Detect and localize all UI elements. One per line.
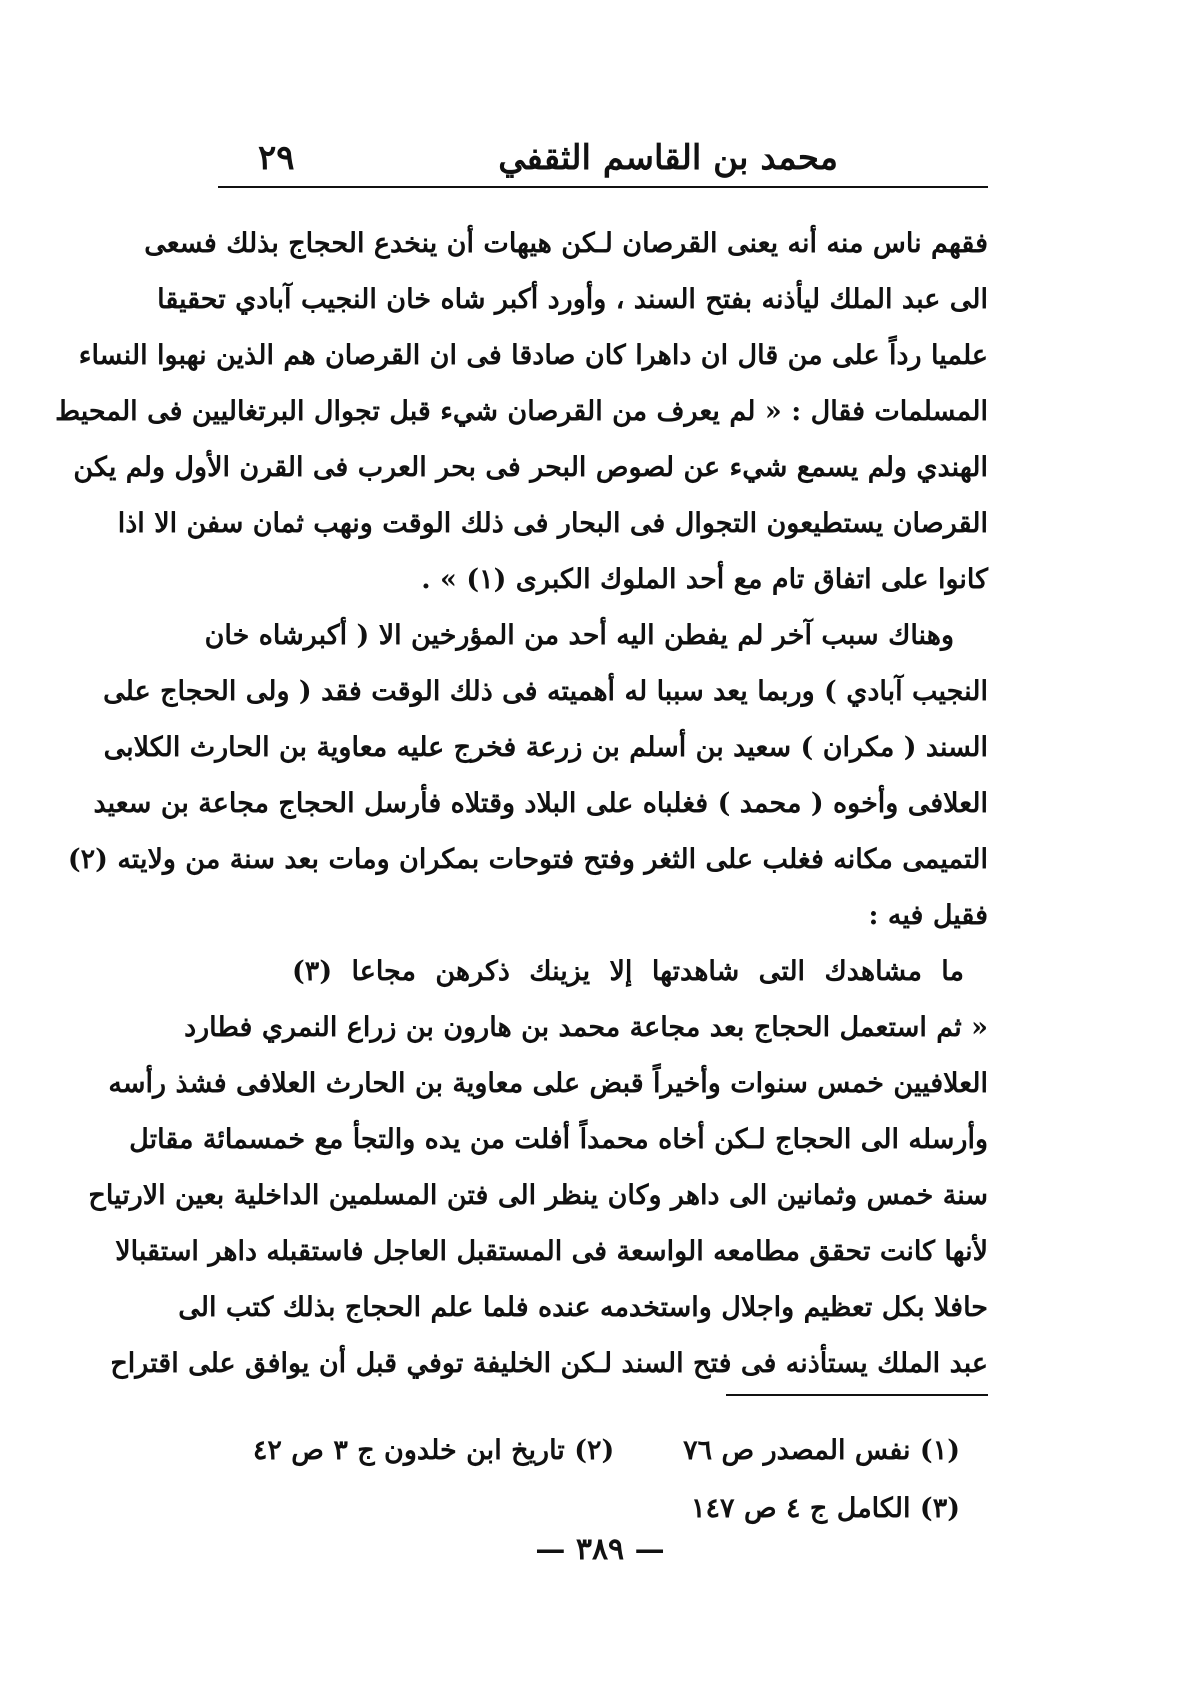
text-line: وهناك سبب آخر لم يفطن اليه أحد من المؤرخين الا ( أكبرشاه خان: [204, 620, 954, 651]
body-text: [55, 216, 988, 1392]
footnote-2: (٢) تاريخ ابن خلدون ج ٣ ص ٤٢: [252, 1435, 615, 1466]
header-rule: [218, 186, 988, 188]
text-line: الهندي ولم يسمع شيء عن لصوص البحر فى بحر العرب فى القرن الأول ولم يكن: [73, 452, 988, 483]
page-number: — ٣٨٩ —: [535, 1532, 665, 1567]
verse-line: ما مشاهدك التى شاهدتها إلا يزينك ذكرهن مجاعا (٣): [292, 956, 964, 987]
text-line: فقهم ناس منه أنه يعنى القرصان لـكن هيهات أن ينخدع الحجاج بذلك فسعى: [144, 228, 988, 259]
text-line: سنة خمس وثمانين الى داهر وكان ينظر الى فتن المسلمين الداخلية بعين الارتياح: [88, 1180, 988, 1211]
footnote-rule: [726, 1394, 988, 1396]
header-page-number: ٢٩: [258, 138, 295, 178]
footnote-row: [218, 1422, 960, 1480]
footnote-3: (٣) الكامل ج ٤ ص ١٤٧: [691, 1493, 960, 1524]
text-line: لأنها كانت تحقق مطامعه الواسعة فى المستقبل العاجل فاستقبله داهر استقبالا: [115, 1236, 988, 1267]
text-line: المسلمات فقال : « لم يعرف من القرصان شيء قبل تجوال البرتغاليين فى المحيط: [55, 396, 988, 427]
text-line: القرصان يستطيعون التجوال فى البحار فى ذلك الوقت ونهب ثمان سفن الا اذا: [117, 508, 988, 539]
text-line: فقيل فيه :: [868, 900, 988, 931]
text-line: الى عبد الملك ليأذنه بفتح السند ، وأورد أكبر شاه خان النجيب آبادي تحقيقا: [157, 284, 988, 315]
text-line: العلافى وأخوه ( محمد ) فغلباه على البلاد وقتلاه فأرسل الحجاج مجاعة بن سعيد: [93, 788, 988, 819]
text-line: « ثم استعمل الحجاج بعد مجاعة محمد بن هارون بن زراع النمري فطارد: [184, 1012, 988, 1043]
text-line: السند ( مكران ) سعيد بن أسلم بن زرعة فخرج عليه معاوية بن الحارث الكلابى: [103, 732, 988, 763]
text-line: كانوا على اتفاق تام مع أحد الملوك الكبرى (١) » .: [421, 564, 988, 595]
running-header: [218, 120, 988, 178]
text-line: عبد الملك يستأذنه فى فتح السند لـكن الخليفة توفي قبل أن يوافق على اقتراح: [110, 1348, 988, 1379]
text-line: النجيب آبادي ) وربما يعد سببا له أهميته فى ذلك الوقت فقد ( ولى الحجاج على: [103, 676, 988, 707]
text-line: حافلا بكل تعظيم واجلال واستخدمه عنده فلما علم الحجاج بذلك كتب الى: [178, 1292, 988, 1323]
footnotes: [218, 1422, 960, 1538]
text-line: التميمى مكانه فغلب على الثغر وفتح فتوحات بمكران ومات بعد سنة من ولايته (٢): [67, 844, 988, 875]
text-line: العلافيين خمس سنوات وأخيراً قبض على معاوية بن الحارث العلافى فشذ رأسه: [108, 1068, 988, 1099]
text-line: علميا رداً على من قال ان داهرا كان صادقا فى ان القرصان هم الذين نهبوا النساء: [78, 340, 988, 371]
footnote-1: (١) نفس المصدر ص ٧٦: [683, 1435, 960, 1466]
footnote-row: [218, 1480, 960, 1538]
header-title: محمد بن القاسم الثقفي: [498, 138, 838, 178]
text-line: وأرسله الى الحجاج لـكن أخاه محمداً أفلت من يده والتجأ مع خمسمائة مقاتل: [129, 1124, 988, 1155]
